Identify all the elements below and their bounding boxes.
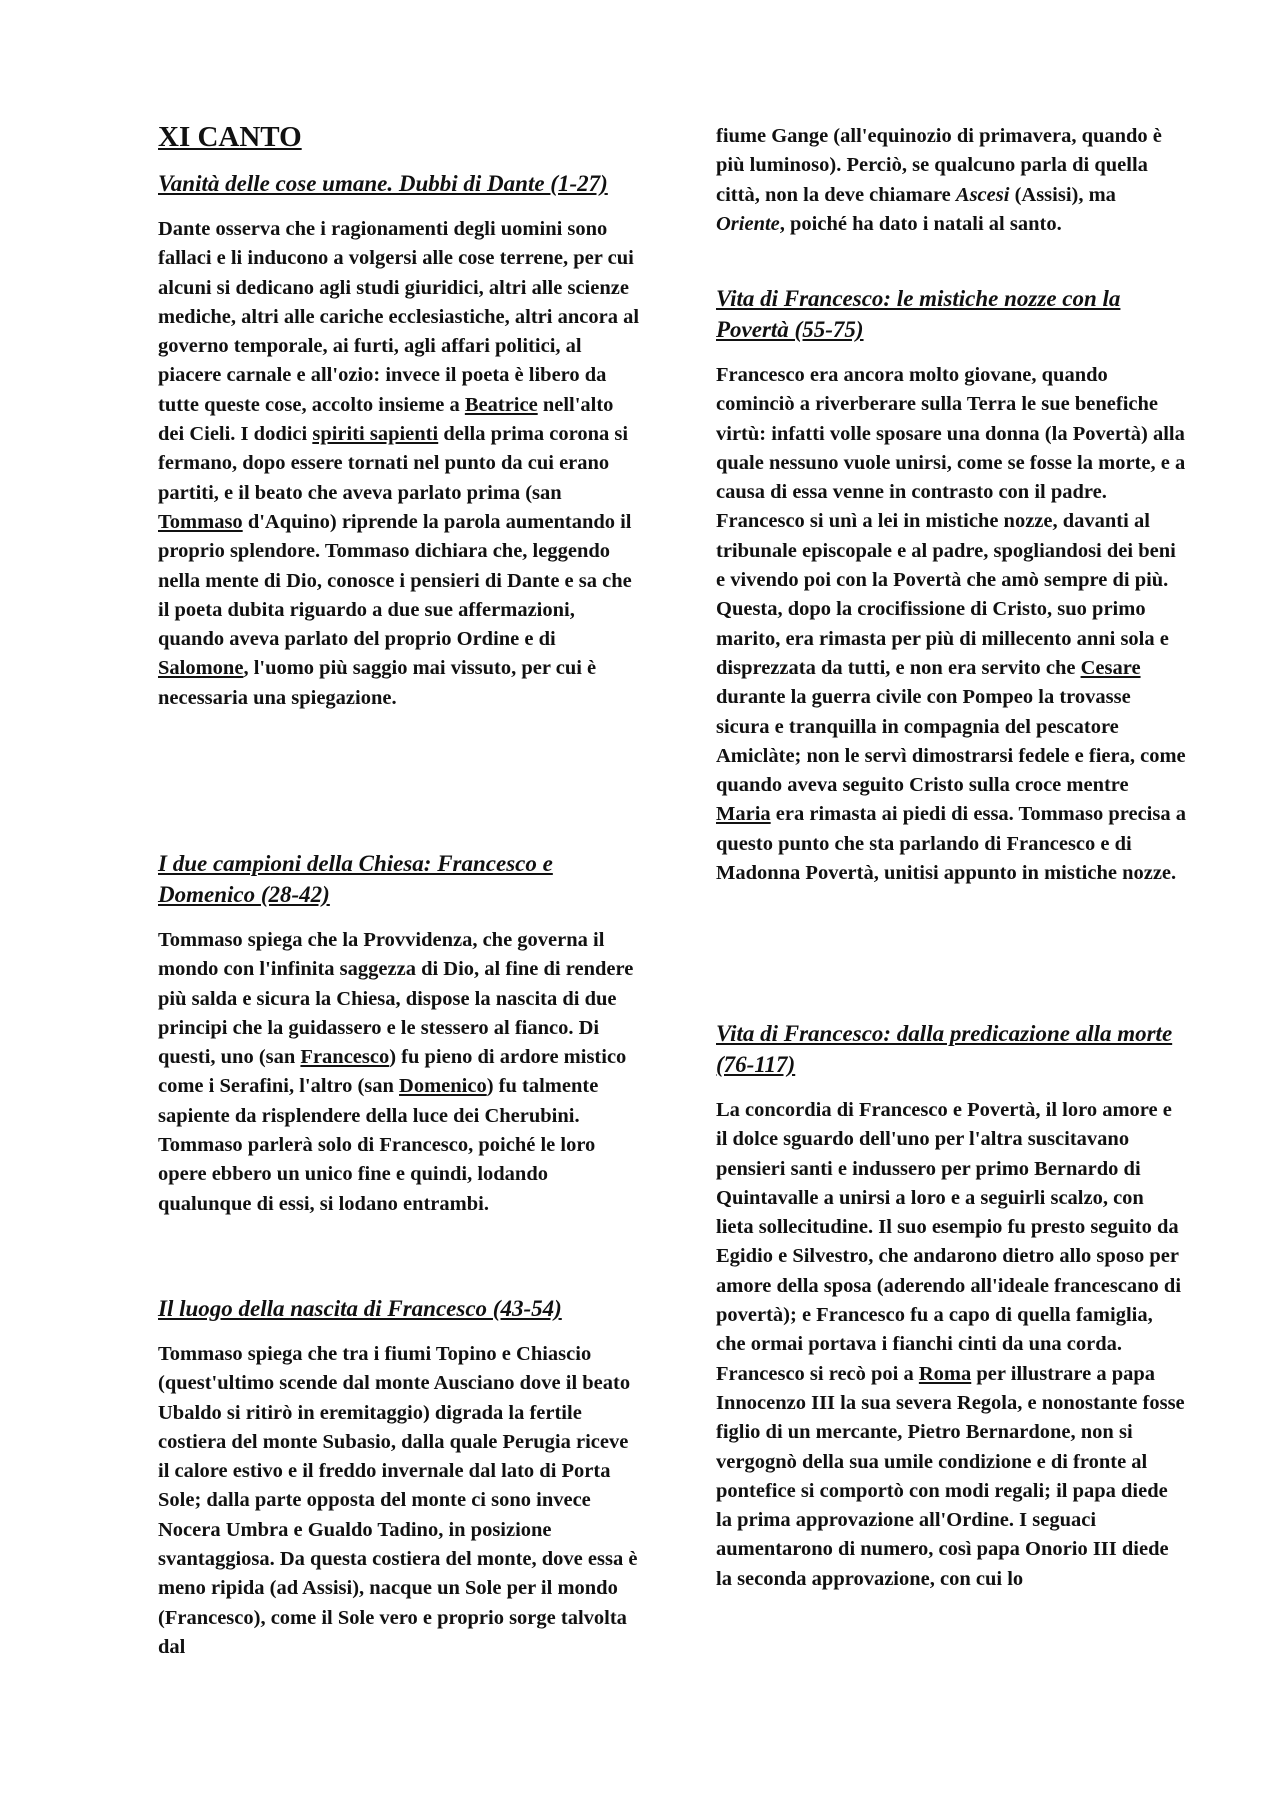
section-vanita <box>158 168 640 713</box>
section-heading: I due campioni della Chiesa: Francesco e Domenico (28-42) <box>158 851 553 907</box>
text-run: per illustrare a papa Innocenzo III la sua severa Regola, e nonostante fosse figlio di un mercante, Pietro Bernardone, non si vergognò della sua umile condizione e di fronte al pontefice si comportò con modi regali; il papa diede la prima approvazione all'Ordine. I seguaci aumentarono di numero, così papa Onorio III diede la seconda approvazione, con cui lo <box>716 1362 1185 1590</box>
link-salomone[interactable]: Salomone <box>158 657 244 680</box>
link-beatrice[interactable]: Beatrice <box>464 393 538 416</box>
text-run: durante la guerra civile con Pompeo la trovasse sicura e tranquilla in compagnia del pescatore Amiclàte; non le servì dimostrarsi fedele e fiera, come quando aveva seguito Cristo sulla croce mentre <box>716 686 1186 797</box>
link-spiriti-sapienti[interactable]: spiriti sapienti <box>312 423 439 446</box>
section-luogo-nascita <box>158 1293 640 1662</box>
text-run: Tommaso spiega che la Provvidenza, che governa il mondo con l'infinita saggezza di Dio, al fine di rendere più salda e sicura la Chiesa, dispose la nascita di due principi che la guidassero e le stessero al fianco. Di questi, uno (san <box>158 929 634 1069</box>
section-paragraph <box>716 361 1186 888</box>
link-maria[interactable]: Maria <box>716 803 771 826</box>
link-roma[interactable]: Roma <box>918 1362 972 1385</box>
text-run: ) fu talmente sapiente da risplendere della luce dei Cherubini. Tommaso parlerà solo di Francesco, poiché le loro opere ebbero un unico fine e quindi, lodando qualunque di essi, si lodano entrambi. <box>158 1075 599 1215</box>
link-cesare[interactable]: Cesare <box>1080 656 1141 679</box>
text-run: Francesco era ancora molto giovane, quando cominciò a riverberare sulla Terra le sue benefiche virtù: infatti volle sposare una donna (la Povertà) alla quale nessuno vuole unirsi, come se fosse la morte, e a causa di essa venne in contrasto con il padre. Francesco si unì a lei in mistiche nozze, davanti al tribunale episcopale e al padre, spogliandosi dei beni e vivendo poi con la Povertà che amò sempre di più. Questa, dopo la crocifissione di Cristo, suo primo marito, era rimasta per più di millecento anni sola e disprezzata da tutti, e non era servito che <box>716 364 1186 679</box>
text-run: Dante osserva che i ragionamenti degli uomini sono fallaci e li inducono a volgersi alle cose terrene, per cui alcuni si dedicano agli studi giuridici, altri alle scienze mediche, altri alle cariche ecclesiastiche, altri ancora al governo temporale, ai furti, agli affari politici, al piacere carnale e all'ozio: invece il poeta è libero da tutte queste cose, accolto insieme a <box>158 218 640 416</box>
text-run: ) fu pieno di ardore mistico come i Serafini, l'altro (san <box>158 1046 627 1098</box>
link-domenico[interactable]: Domenico <box>399 1075 487 1098</box>
section-paragraph <box>716 122 1186 239</box>
term-ascesi: Ascesi <box>955 183 1010 206</box>
text-run: Francesco si recò poi a <box>716 1362 919 1385</box>
section-heading: Vanità delle cose umane. Dubbi di Dante (1-27) <box>158 171 608 196</box>
link-tommaso[interactable]: Tommaso <box>158 510 243 533</box>
text-run: della prima corona si fermano, dopo essere tornati nel punto da cui erano partiti, e il beato che aveva parlato prima (san <box>158 423 629 504</box>
section-campioni <box>158 848 640 1219</box>
text-run: fiume Gange (all'equinozio di primavera, quando è più luminoso). Perciò, se qualcuno parla di quella città, non la deve chiamare <box>716 125 1162 206</box>
section-heading: Vita di Francesco: le mistiche nozze con la Povertà (55-75) <box>716 286 1121 342</box>
section-paragraph <box>716 1360 1186 1594</box>
text-run: era rimasta ai piedi di essa. Tommaso precisa a questo punto che sta parlando di Francesco e di Madonna Povertà, unitisi appunto in mistiche nozze. <box>716 803 1186 885</box>
section-paragraph <box>158 215 640 713</box>
section-paragraph <box>158 926 640 1219</box>
link-francesco[interactable]: Francesco <box>300 1046 390 1069</box>
section-predicazione-morte <box>716 1018 1186 1594</box>
section-heading: Il luogo della nascita di Francesco (43-54) <box>158 1296 562 1321</box>
section-luogo-nascita-continued <box>716 122 1186 239</box>
text-run: d'Aquino) riprende la parola aumentando il proprio splendore. Tommaso dichiara che, leggendo nella mente di Dio, conosce i pensieri di Dante e sa che il poeta dubita riguardo a due sue affermazioni, quando aveva parlato del proprio Ordine e di <box>158 510 632 651</box>
section-paragraph: La concordia di Francesco e Povertà, il loro amore e il dolce sguardo dell'uno per l'altra suscitavano pensieri santi e indussero per primo Bernardo di Quintavalle a unirsi a loro e a seguirli scalzo, con lieta sollecitudine. Il suo esempio fu presto seguito da Egidio e Silvestro, che andarono dietro allo sposo per amore della sposa (aderendo all'ideale francescano di povertà); e Francesco fu a capo di quella famiglia, che ormai portava i fianchi cinti da una corda. <box>716 1099 1182 1356</box>
section-paragraph: Tommaso spiega che tra i fiumi Topino e Chiascio (quest'ultimo scende dal monte Ausciano dove il beato Ubaldo si ritirò in eremitaggio) digrada la fertile costiera del monte Subasio, dalla quale Perugia riceve il calore estivo e il freddo invernale dal lato di Porta Sole; dalla parte opposta del monte ci sono invece Nocera Umbra e Gualdo Tadino, in posizione svantaggiosa. Da questa costiera del monte, dove essa è meno ripida (ad Assisi), nacque un Sole per il mondo (Francesco), come il Sole vero e proprio sorge talvolta dal <box>158 1343 638 1658</box>
section-mistiche-nozze <box>716 283 1186 888</box>
page-title: XI CANTO <box>158 121 302 153</box>
text-run: (Assisi), ma <box>1009 183 1116 206</box>
section-heading: Vita di Francesco: dalla predicazione alla morte (76-117) <box>716 1021 1173 1077</box>
text-run: , l'uomo più saggio mai vissuto, per cui è necessaria una spiegazione. <box>158 657 597 709</box>
text-run: nell'alto dei Cieli. I dodici <box>158 393 614 446</box>
text-run: , poiché ha dato i natali al santo. <box>779 212 1062 235</box>
term-oriente: Oriente <box>716 212 780 235</box>
